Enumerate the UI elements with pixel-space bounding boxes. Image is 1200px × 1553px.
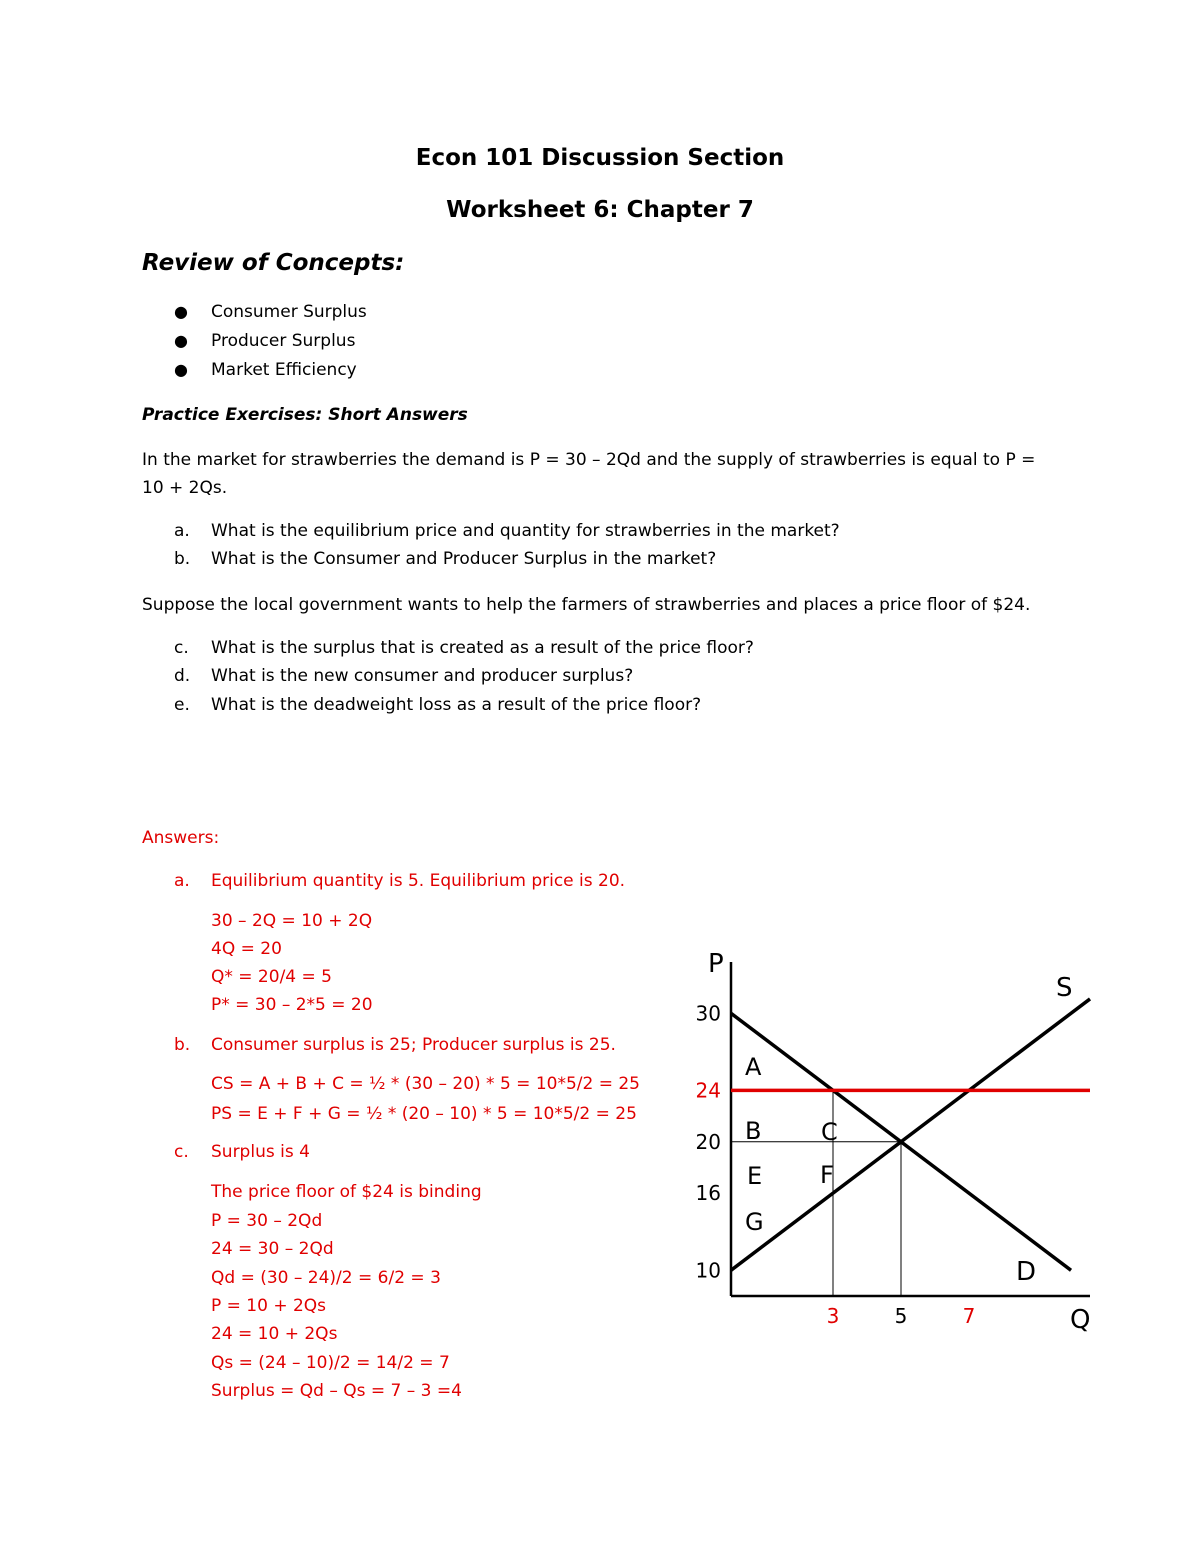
work-line: Qd = (30 – 24)/2 = 6/2 = 3 (211, 1268, 441, 1288)
region-label-a: A (745, 1053, 762, 1081)
work-line: P* = 30 – 2*5 = 20 (211, 995, 373, 1015)
supply-demand-chart (670, 940, 1110, 1340)
review-list (0, 302, 700, 392)
work-line: Q* = 20/4 = 5 (211, 967, 332, 987)
question-list-1 (0, 521, 1000, 581)
question-letter: b. (174, 549, 191, 569)
region-label-g: G (745, 1208, 764, 1236)
y-tick-label: 10 (695, 1258, 721, 1283)
page-title: Econ 101 Discussion Section (415, 145, 785, 171)
work-line: CS = A + B + C = ½ * (30 – 20) * 5 = 10*5/2 = 25 (211, 1074, 641, 1094)
question-letter: a. (174, 521, 190, 541)
x-tick-label: 7 (962, 1304, 976, 1328)
practice-intro-line2: 10 + 2Qs. (142, 478, 228, 498)
work-line: 24 = 10 + 2Qs (211, 1324, 338, 1344)
work-line: Qs = (24 – 10)/2 = 14/2 = 7 (211, 1353, 450, 1373)
work-line: 30 – 2Q = 10 + 2Q (211, 911, 373, 931)
review-item: Consumer Surplus (211, 302, 367, 322)
answers-heading: Answers: (142, 828, 220, 848)
answer-text: Consumer surplus is 25; Producer surplus is 25. (211, 1035, 616, 1055)
curve-label-s: S (1056, 973, 1073, 1003)
y-tick-label: 16 (695, 1181, 721, 1206)
y-tick-label: 24 (695, 1078, 721, 1103)
x-tick-label: 3 (826, 1304, 840, 1328)
question-letter: d. (174, 666, 191, 686)
x-axis-label: Q (1070, 1305, 1091, 1335)
region-label-f: F (820, 1161, 834, 1189)
answer-letter: c. (174, 1142, 189, 1162)
answer-text: Surplus is 4 (211, 1142, 310, 1162)
review-item: Market Efficiency (211, 360, 357, 380)
practice-heading: Practice Exercises: Short Answers (142, 405, 468, 425)
page-subtitle: Worksheet 6: Chapter 7 (446, 197, 754, 223)
practice-intro-line1: In the market for strawberries the demand is P = 30 – 2Qd and the supply of strawberries is equal to P = (142, 450, 1036, 470)
work-line: 24 = 30 – 2Qd (211, 1239, 334, 1259)
question-text: What is the deadweight loss as a result of the price floor? (211, 695, 702, 715)
review-heading: Review of Concepts: (142, 250, 405, 276)
work-line: PS = E + F + G = ½ * (20 – 10) * 5 = 10*5/2 = 25 (211, 1104, 637, 1124)
answer-letter: a. (174, 871, 190, 891)
work-line: The price floor of $24 is binding (211, 1182, 482, 1202)
supply-curve (731, 999, 1090, 1270)
question-letter: e. (174, 695, 190, 715)
answer-letter: b. (174, 1035, 191, 1055)
question-text: What is the new consumer and producer surplus? (211, 666, 634, 686)
bullet-icon: ● (174, 302, 188, 321)
bullet-icon: ● (174, 360, 188, 379)
question-text: What is the Consumer and Producer Surplus in the market? (211, 549, 717, 569)
answer-text: Equilibrium quantity is 5. Equilibrium price is 20. (211, 871, 626, 891)
work-line: P = 10 + 2Qs (211, 1296, 327, 1316)
question-text: What is the surplus that is created as a result of the price floor? (211, 638, 754, 658)
question-list-2 (0, 638, 1000, 728)
y-axis-label: P (708, 949, 724, 979)
question-text: What is the equilibrium price and quantity for strawberries in the market? (211, 521, 840, 541)
question-letter: c. (174, 638, 189, 658)
x-tick-label: 5 (894, 1304, 908, 1328)
work-line: Surplus = Qd – Qs = 7 – 3 =4 (211, 1381, 462, 1401)
work-line: 4Q = 20 (211, 939, 282, 959)
bullet-icon: ● (174, 331, 188, 350)
curve-label-d: D (1016, 1257, 1037, 1287)
region-label-c: C (821, 1118, 838, 1146)
y-tick-label: 30 (695, 1001, 721, 1026)
practice-scenario: Suppose the local government wants to help the farmers of strawberries and places a price floor of $24. (142, 595, 1031, 615)
review-item: Producer Surplus (211, 331, 356, 351)
work-line: P = 30 – 2Qd (211, 1211, 323, 1231)
region-label-b: B (745, 1117, 762, 1145)
region-label-e: E (747, 1162, 763, 1190)
y-tick-label: 20 (695, 1129, 721, 1154)
